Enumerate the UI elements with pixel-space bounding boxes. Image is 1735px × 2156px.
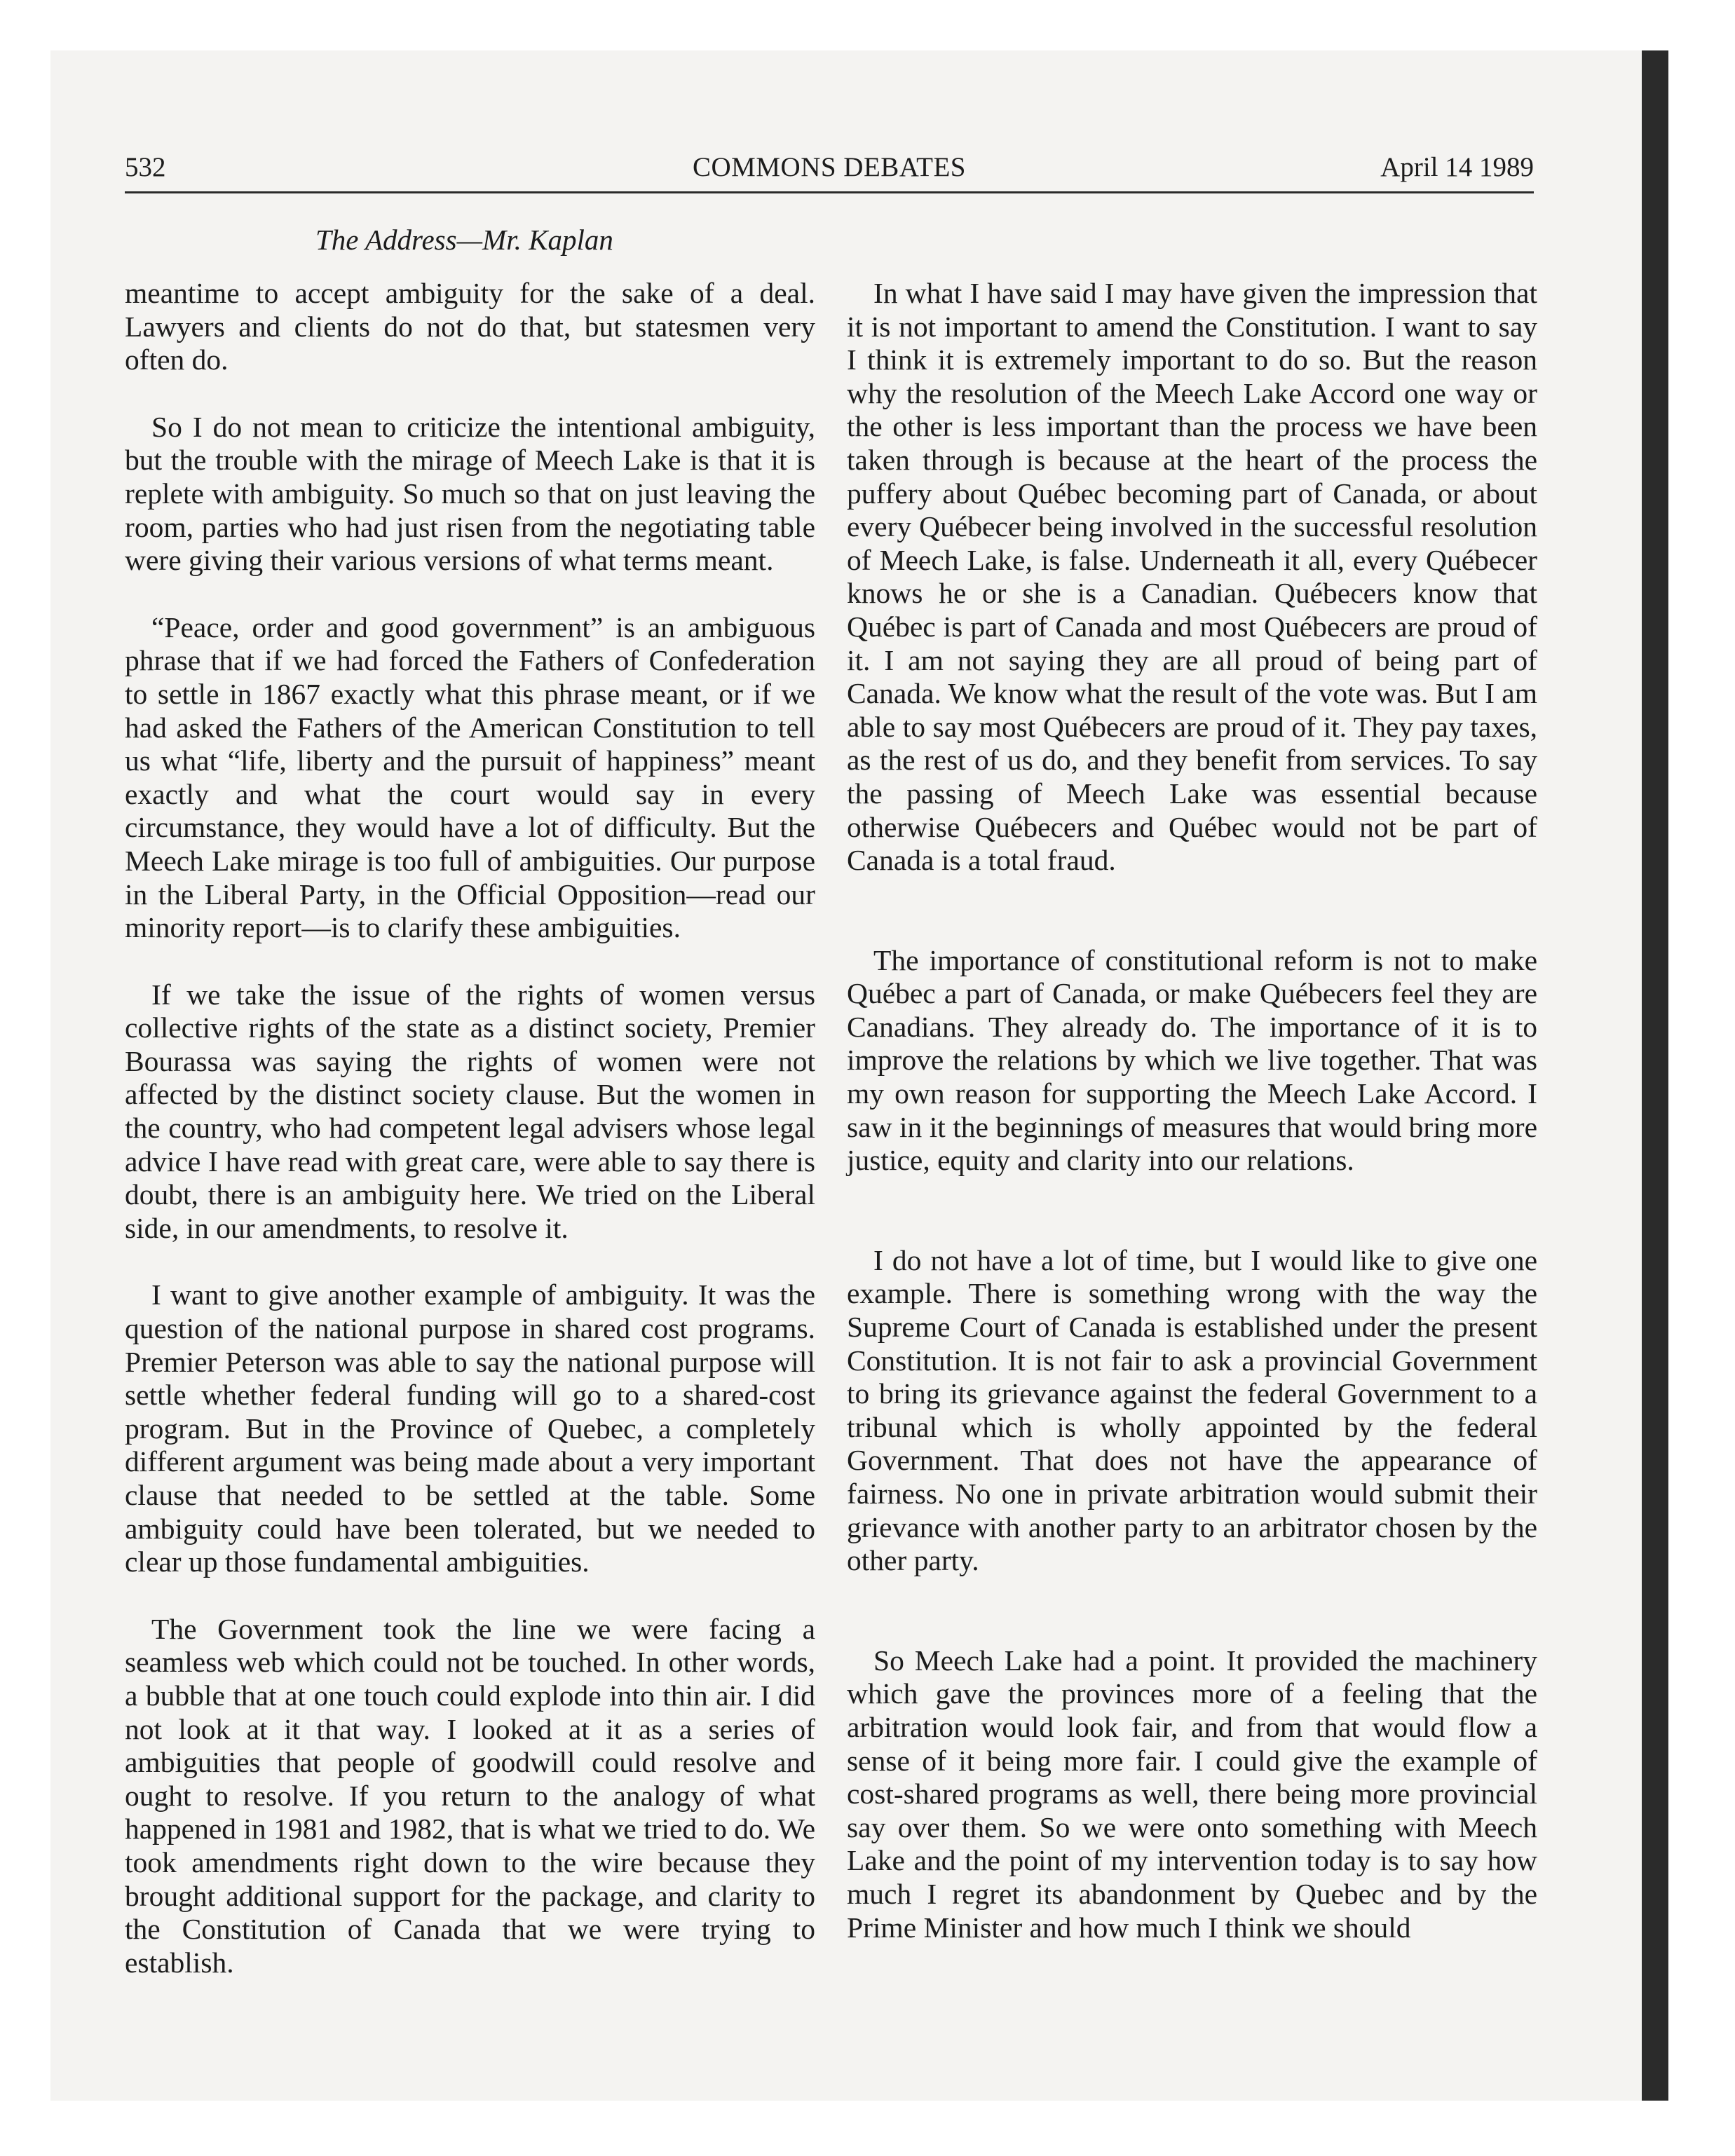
page-number: 532	[125, 152, 166, 182]
paragraph: meantime to accept ambiguity for the sake of a deal. Lawyers and clients do not do that, but statesmen very often do.	[125, 277, 815, 376]
paragraph: So I do not mean to criticize the intentional ambiguity, but the trouble with the mirage of Meech Lake is that it is replete with ambiguity. So much so that on just leaving the room, parties who had just risen from the negotiating table were giving their various versions of what terms meant.	[125, 410, 815, 577]
paragraph: So Meech Lake had a point. It provided the machinery which gave the provinces more of a feeling that the arbitration would look fair, and from that would flow a sense of it being more fair. I could give the example of cost-shared programs as well, there being more provincial say over them. So we were onto something with Meech Lake and the point of my intervention today is to say how much I regret its abandonment by Quebec and by the Prime Minister and how much I think we should	[847, 1644, 1537, 1944]
scan-edge-bar	[1642, 50, 1668, 2101]
paragraph: I do not have a lot of time, but I would like to give one example. There is something wrong with the way the Supreme Court of Canada is established under the present Constitution. It is not fair to ask a provincial Government to bring its grievance against the federal Government to a tribunal which is wholly appointed by the federal Government. That does not have the appearance of fairness. No one in private arbitration would submit their grievance with another party to an arbitrator chosen by the other party.	[847, 1243, 1537, 1577]
right-column	[847, 277, 1537, 1944]
paragraph: The Government took the line we were facing a seamless web which could not be touched. In other words, a bubble that at one touch could explode into thin air. I did not look at it that way. I looked at it as a series of ambiguities that people of goodwill could resolve and ought to resolve. If you return to the analogy of what happened in 1981 and 1982, that is what we tried to do. We took amendments right down to the wire because they brought additional support for the package, and clarity to the Constitution of Canada that we were trying to establish.	[125, 1612, 815, 1979]
running-head: The Address—Mr. Kaplan	[315, 224, 613, 256]
paragraph: The importance of constitutional reform is not to make Québec a part of Canada, or make Québecers feel they are Canadians. They already do. The importance of it is to improve the relations by which we live together. That was my own reason for supporting the Meech Lake Accord. I saw in it the beginnings of measures that would bring more justice, equity and clarity into our relations.	[847, 943, 1537, 1177]
left-column	[125, 277, 815, 1979]
journal-title: COMMONS DEBATES	[693, 152, 966, 182]
paragraph: If we take the issue of the rights of women versus collective rights of the state as a distinct society, Premier Bourassa was saying the rights of women were not affected by the distinct society clause. But the women in the country, who had competent legal advisers whose legal advice I have read with great care, were able to say there is doubt, there is an ambiguity here. We tried on the Liberal side, in our amendments, to resolve it.	[125, 978, 815, 1244]
header-rule	[125, 191, 1534, 193]
page-header	[125, 146, 1534, 188]
paragraph: I want to give another example of ambiguity. It was the question of the national purpose in shared cost programs. Premier Peterson was able to say the national purpose will settle whether federal funding will go to a shared-cost program. But in the Province of Quebec, a completely different argument was being made about a very important clause that needed to be settled at the table. Some ambiguity could have been tolerated, but we needed to clear up those fundamental ambiguities.	[125, 1278, 815, 1578]
issue-date: April 14 1989	[1380, 152, 1534, 182]
paragraph: In what I have said I may have given the impression that it is not important to amend the Constitution. I want to say I think it is extremely important to do so. But the reason why the resolution of the Meech Lake Accord one way or the other is less important than the process we have been taken through is because at the heart of the process the puffery about Québec becoming part of Canada, or about every Québecer being involved in the successful resolution of Meech Lake, is false. Underneath it all, every Québecer knows he or she is a Canadian. Québecers know that Québec is part of Canada and most Québecers are proud of it. I am not saying they are all proud of being part of Canada. We know what the result of the vote was. But I am able to say most Québecers are proud of it. They pay taxes, as the rest of us do, and they benefit from services. To say the passing of Meech Lake was essential because otherwise Québecers and Québec would not be part of Canada is a total fraud.	[847, 277, 1537, 877]
paragraph: “Peace, order and good government” is an ambiguous phrase that if we had forced the Fathers of Confederation to settle in 1867 exactly what this phrase meant, or if we had asked the Fathers of the American Constitution to tell us what “life, liberty and the pursuit of happiness” meant exactly and what the court would say in every circumstance, they would have a lot of difficulty. But the Meech Lake mirage is too full of ambiguities. Our purpose in the Liberal Party, in the Official Opposition—read our minority report—is to clarify these ambiguities.	[125, 610, 815, 944]
